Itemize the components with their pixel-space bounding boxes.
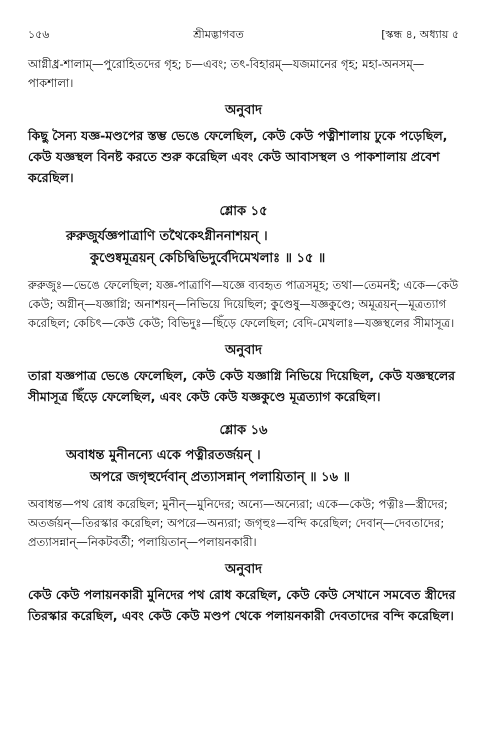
verse-16-translation-heading: অনুবাদ: [225, 562, 262, 577]
verse-16-line-1: অবাধন্ত মুনীনন্যে একে পত্নীরতর্জয়ন্ ।: [66, 448, 261, 463]
section-reference: [স্কন্ধ ৪, অধ্যায় ৫: [381, 28, 459, 41]
translation-1: কিছু সৈন্য যজ্ঞ-মণ্ডপের স্তম্ভ ভেঙে ফেলেছিল, কেউ কেউ পত্নীশালায় ঢুকে পড়েছিল, কেউ যজ্ঞস্থল বিনষ্ট করতে শুরু করেছিল এবং কেউ আবাসস্থল ও পাকশালায় প্রবেশ করেছিল।: [28, 128, 448, 185]
verse-16-line-2: অপরে জগৃহুর্দেবান্ প্রত্যাসন্নান্ পলায়িতান্ ॥ ১৬ ॥: [90, 470, 350, 485]
page-number: ১৫৬: [28, 28, 50, 41]
book-title: শ্রীমদ্ভাগবত: [193, 28, 244, 41]
word-meanings-top: আগ্নীধ্র-শালাম্—পুরোহিতদের গৃহ; চ—এবং; তৎ-বিহারম্—যজমানের গৃহ; মহা-অনসম্—পাকশালা।: [28, 57, 425, 90]
verse-15-translation-heading: অনুবাদ: [225, 343, 262, 358]
verse-15-line-2: কুণ্ডেষ্বমূত্রয়ন্ কেচিদ্বিভিদুর্বেদিমেখলাঃ ॥ ১৫ ॥: [90, 251, 326, 266]
verse-16-translation: কেউ কেউ পলায়নকারী মুনিদের পথ রোধ করেছিল, কেউ কেউ সেখানে সমবেত স্ত্রীদের তিরস্কার করেছিল, এবং কেউ কেউ মণ্ডপ থেকে পলায়নকারী দেবতাদের বন্দি করেছিল।: [28, 587, 456, 623]
verse-16-word-meanings: অবাধন্ত—পথ রোধ করেছিল; মুনীন্—মুনিদের; অন্যে—অন্যেরা; একে—কেউ; পত্নীঃ—স্ত্রীদের; অতর্জয়ন্—তিরস্কার করেছিল; অপরে—অন্যরা; জগৃহুঃ—বন্দি করেছিল; দেবান্—দেবতাদের; প্রত্যাসন্নান্—নিকটবর্তী; পলায়িতান্—পলায়নকারী।: [28, 497, 448, 549]
verse-15-translation: তারা যজ্ঞপাত্র ভেঙে ফেলেছিল, কেউ কেউ যজ্ঞাগ্নি নিভিয়ে দিয়েছিল, কেউ যজ্ঞস্থলের সীমাসূত্র ছিঁড়ে ফেলেছিল, এবং কেউ কেউ যজ্ঞকুণ্ডে মূত্রত্যাগ করেছিল।: [28, 368, 456, 404]
verse-15-word-meanings: রুরুজুঃ—ভেঙে ফেলেছিল; যজ্ঞ-পাত্রাণি—যজ্ঞে ব্যবহৃত পাত্রসমূহ; তথা—তেমনই; একে—কেউ কেউ; অগ্নীন্—যজ্ঞাগ্নি; অনাশয়ন্—নিভিয়ে দিয়েছিল; কুণ্ডেষু—যজ্ঞকুণ্ডে; অমূত্রয়ন্—মূত্রত্যাগ করেছিল; কেচিৎ—কেউ কেউ; বিভিদুঃ—ছিঁড়ে ফেলেছিল; বেদি-মেখলাঃ—যজ্ঞস্থলের সীমাসূত্র।: [28, 278, 459, 330]
verse-15-heading: শ্লোক ১৫: [219, 204, 268, 219]
verse-16-heading: শ্লোক ১৬: [219, 423, 268, 438]
translation-heading-1: অনুবাদ: [225, 103, 262, 118]
verse-15-line-1: রুরুজুর্যজ্ঞপাত্রাণি তথৈকেঽগ্নীননাশয়ন্ ।: [66, 229, 268, 244]
page-header: [28, 26, 459, 45]
